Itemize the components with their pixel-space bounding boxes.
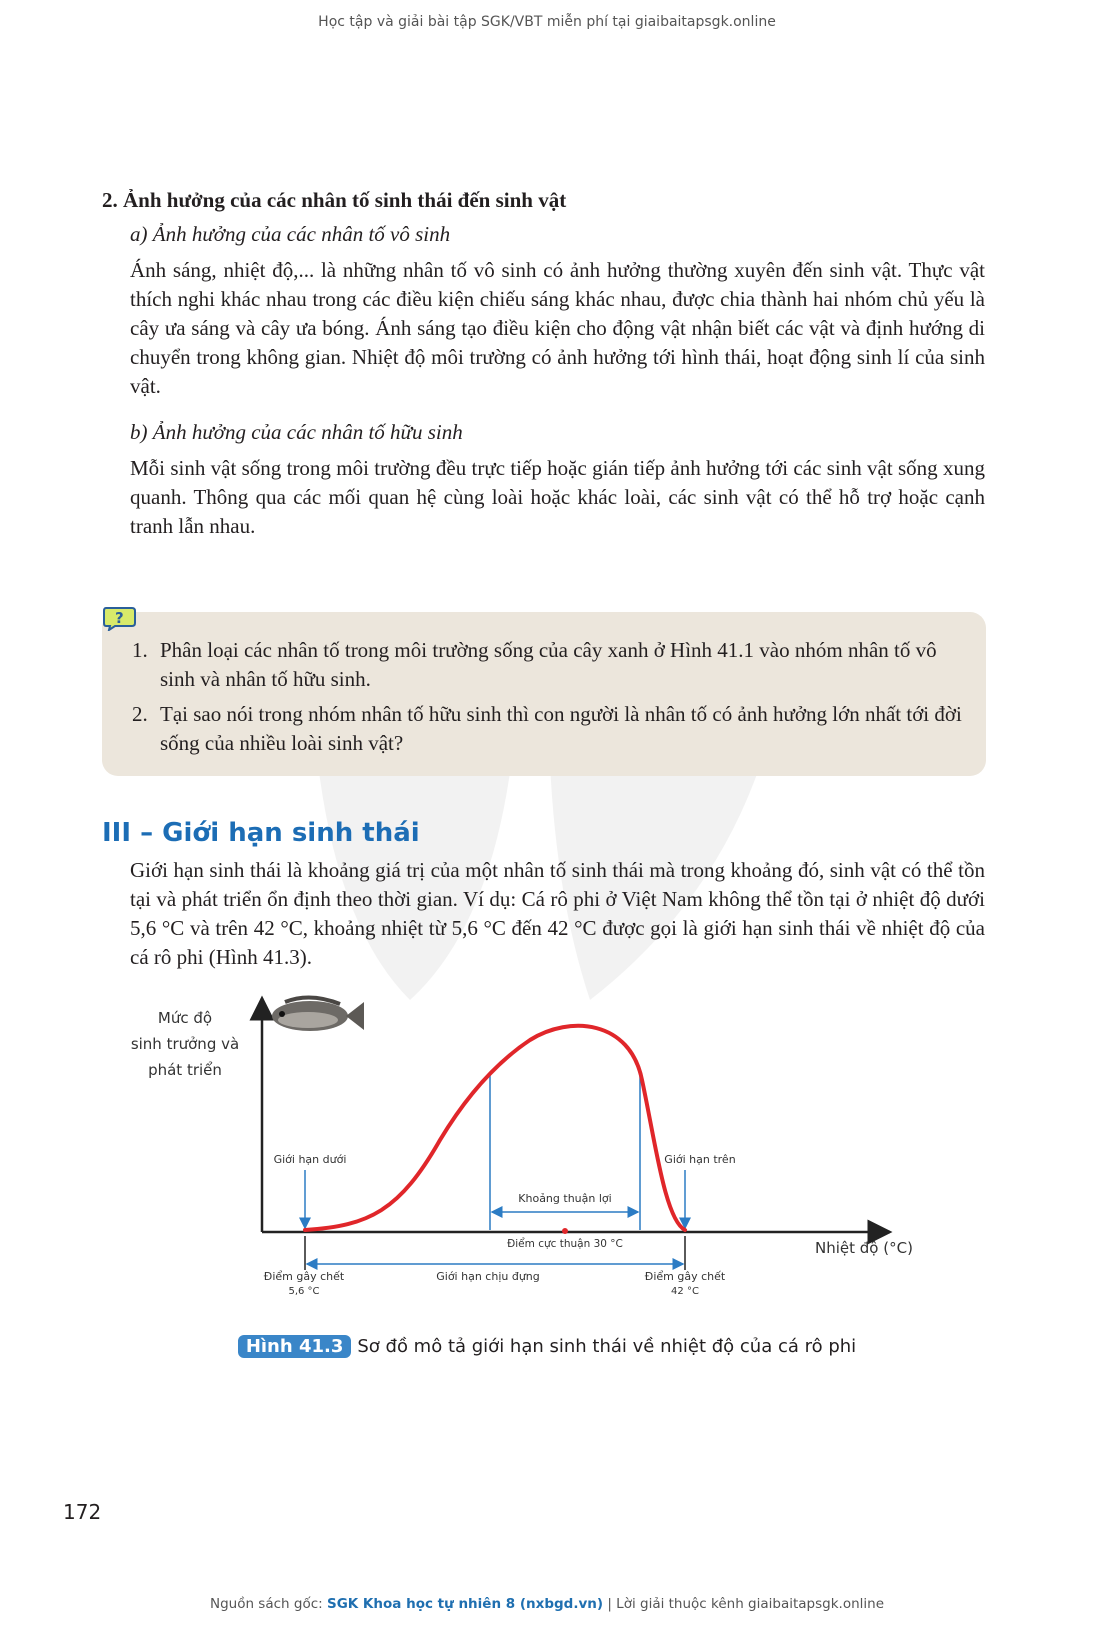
subheading-b: b) Ảnh hưởng của các nhân tố hữu sinh bbox=[130, 420, 463, 444]
death-point-high-value: 42 °C bbox=[671, 1286, 699, 1297]
section-heading-3: III – Giới hạn sinh thái bbox=[102, 818, 420, 848]
tolerance-label: Giới hạn chịu đựng bbox=[436, 1270, 540, 1283]
list-item bbox=[132, 636, 972, 694]
footer-prefix: Nguồn sách gốc: bbox=[209, 1596, 327, 1612]
question-number: 2. bbox=[132, 702, 148, 726]
svg-text:?: ? bbox=[115, 609, 124, 627]
page-header: Học tập và giải bài tập SGK/VBT miễn phí tại giaibaitapsgk.online bbox=[318, 14, 776, 30]
paragraph-a: Ánh sáng, nhiệt độ,... là những nhân tố vô sinh có ảnh hưởng thường xuyên đến sinh vật. Thực vật thích nghi khác nhau trong các điều kiện chiếu sáng khác nhau, được chia thành hai nhóm chủ yếu là cây ưa sáng và cây ưa bóng. Ánh sáng tạo điều kiện cho động vật nhận biết các vật và định hướng di chuyển trong không gian. Nhiệt độ môi trường có ảnh hưởng tới hình thái, hoạt động sinh lí của sinh vật. bbox=[130, 258, 985, 398]
footer-suffix: | Lời giải thuộc kênh giaibaitapsgk.online bbox=[603, 1596, 885, 1612]
question-list bbox=[132, 636, 972, 764]
upper-limit-label: Giới hạn trên bbox=[664, 1153, 736, 1166]
lower-limit-label: Giới hạn dưới bbox=[273, 1153, 347, 1166]
ecological-limit-diagram bbox=[110, 990, 930, 1320]
favorable-range-label: Khoảng thuận lợi bbox=[518, 1192, 612, 1205]
question-text: Tại sao nói trong nhóm nhân tố hữu sinh thì con người là nhân tố có ảnh hưởng lớn nhất tới đời sống của nhiều loài sinh vật? bbox=[160, 702, 962, 755]
death-point-low-value: 5,6 °C bbox=[288, 1286, 320, 1297]
y-axis-label-1: Mức độ bbox=[157, 1009, 213, 1027]
y-axis-label-3: phát triển bbox=[148, 1061, 222, 1079]
question-icon bbox=[103, 605, 137, 631]
list-item bbox=[132, 700, 972, 758]
tilapia-fish-icon bbox=[272, 997, 364, 1031]
question-text: Phân loại các nhân tố trong môi trường sống của cây xanh ở Hình 41.1 vào nhóm nhân tố vô sinh và nhân tố hữu sinh. bbox=[160, 638, 937, 691]
page-number: 172 bbox=[63, 1500, 102, 1524]
figure-tag: Hình 41.3 bbox=[238, 1335, 352, 1358]
optimum-point bbox=[562, 1228, 568, 1234]
page-footer bbox=[0, 1596, 1094, 1612]
subheading-a: a) Ảnh hưởng của các nhân tố vô sinh bbox=[130, 222, 451, 246]
figure-caption bbox=[0, 1335, 1094, 1358]
paragraph-b: Mỗi sinh vật sống trong môi trường đều trực tiếp hoặc gián tiếp ảnh hưởng tới các sinh vật sống xung quanh. Thông qua các mối quan hệ cùng loài hoặc khác loài, các sinh vật có thể hỗ trợ hoặc cạnh tranh lẫn nhau. bbox=[130, 456, 985, 538]
question-number: 1. bbox=[132, 638, 148, 662]
section-heading-2: 2. Ảnh hưởng của các nhân tố sinh thái đến sinh vật bbox=[102, 188, 567, 212]
paragraph-3: Giới hạn sinh thái là khoảng giá trị của một nhân tố sinh thái mà trong khoảng đó, sinh vật có thể tồn tại và phát triển ổn định theo thời gian. Ví dụ: Cá rô phi ở Việt Nam không thể tồn tại ở nhiệt độ dưới 5,6 °C và trên 42 °C, khoảng nhiệt từ 5,6 °C đến 42 °C được gọi là giới hạn sinh thái về nhiệt độ của cá rô phi (Hình 41.3). bbox=[130, 858, 985, 969]
death-point-low-label: Điểm gây chết bbox=[263, 1270, 345, 1283]
y-axis-label-2: sinh trưởng và bbox=[130, 1035, 240, 1053]
optimum-label: Điểm cực thuận 30 °C bbox=[507, 1238, 623, 1250]
growth-curve bbox=[305, 1026, 685, 1230]
figure-caption-text: Sơ đồ mô tả giới hạn sinh thái về nhiệt độ của cá rô phi bbox=[357, 1336, 857, 1357]
footer-brand-link[interactable]: SGK Khoa học tự nhiên 8 (nxbgd.vn) bbox=[326, 1596, 604, 1612]
death-point-high-label: Điểm gây chết bbox=[644, 1270, 726, 1283]
x-axis-label: Nhiệt độ (°C) bbox=[815, 1239, 913, 1257]
